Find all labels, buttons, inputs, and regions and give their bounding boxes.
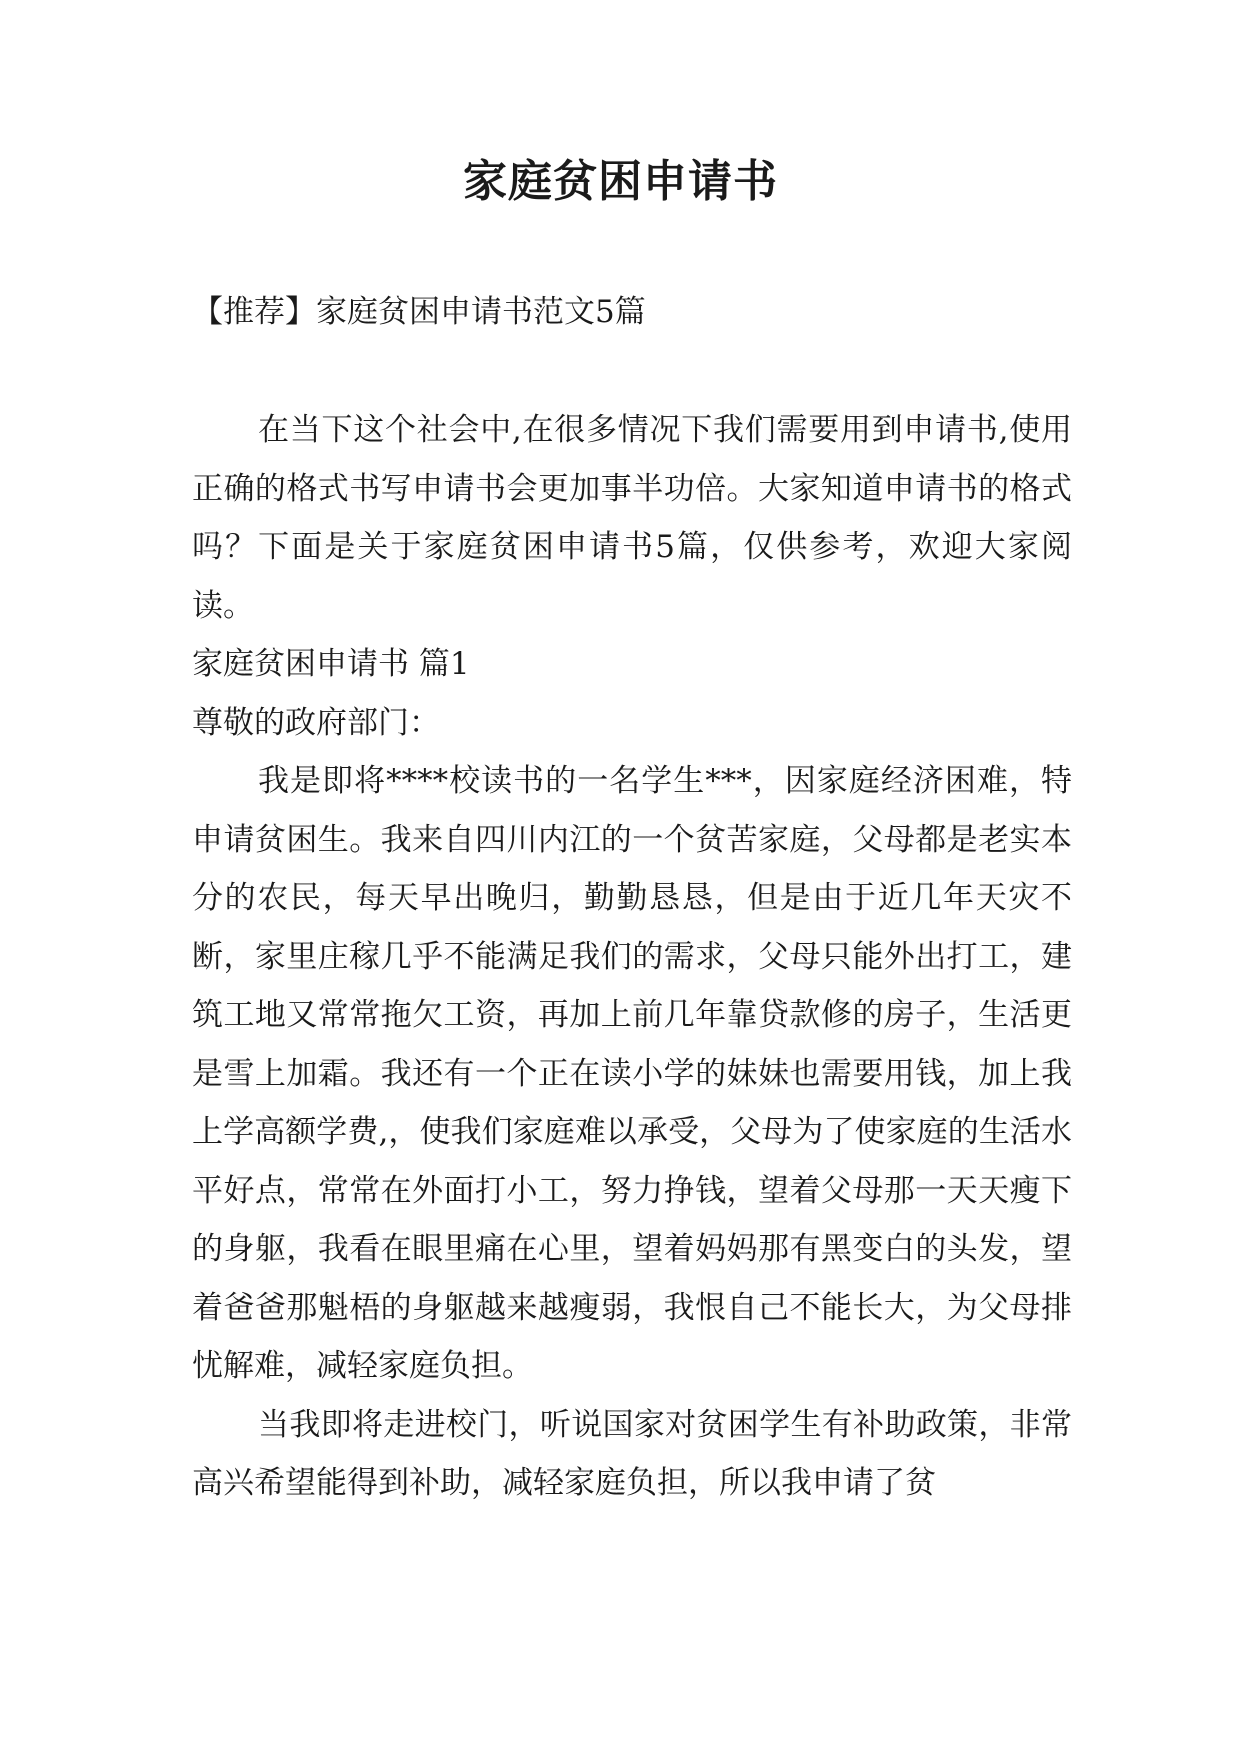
document-body <box>192 401 1072 1513</box>
salutation: 尊敬的政府部门： <box>192 704 440 741</box>
body-paragraph: 当我即将走进校门，听说国家对贫困学生有补助政策，非常高兴希望能得到补助，减轻家庭负担，所以我申请了贫 <box>192 1406 1072 1501</box>
intro-paragraph: 在当下这个社会中,在很多情况下我们需要用到申请书,使用正确的格式书写申请书会更加事半功倍。大家知道申请书的格式吗？下面是关于家庭贫困申请书5篇，仅供参考，欢迎大家阅读。 <box>192 412 1072 624</box>
document-title: 家庭贫困申请书 <box>463 156 778 207</box>
recommend-line: 【推荐】家庭贫困申请书范文5篇 <box>192 294 646 330</box>
section-heading: 家庭贫困申请书 篇1 <box>192 646 470 682</box>
body-paragraph: 我是即将****校读书的一名学生***，因家庭经济困难，特申请贫困生。我来自四川内江的一个贫苦家庭，父母都是老实本分的农民，每天早出晚归，勤勤恳恳，但是由于近几年天灾不断，家里庄稼几乎不能满足我们的需求，父母只能外出打工，建筑工地又常常拖欠工资，再加上前几年靠贷款修的房子，生活更是雪上加霜。我还有一个正在读小学的妹妹也需要用钱，加上我上学高额学费,，使我们家庭难以承受，父母为了使家庭的生活水平好点，常常在外面打小工，努力挣钱，望着父母那一天天瘦下的身躯，我看在眼里痛在心里，望着妈妈那有黑变白的头发，望着爸爸那魁梧的身躯越来越瘦弱，我恨自己不能长大，为父母排忧解难，减轻家庭负担。 <box>192 763 1072 1384</box>
